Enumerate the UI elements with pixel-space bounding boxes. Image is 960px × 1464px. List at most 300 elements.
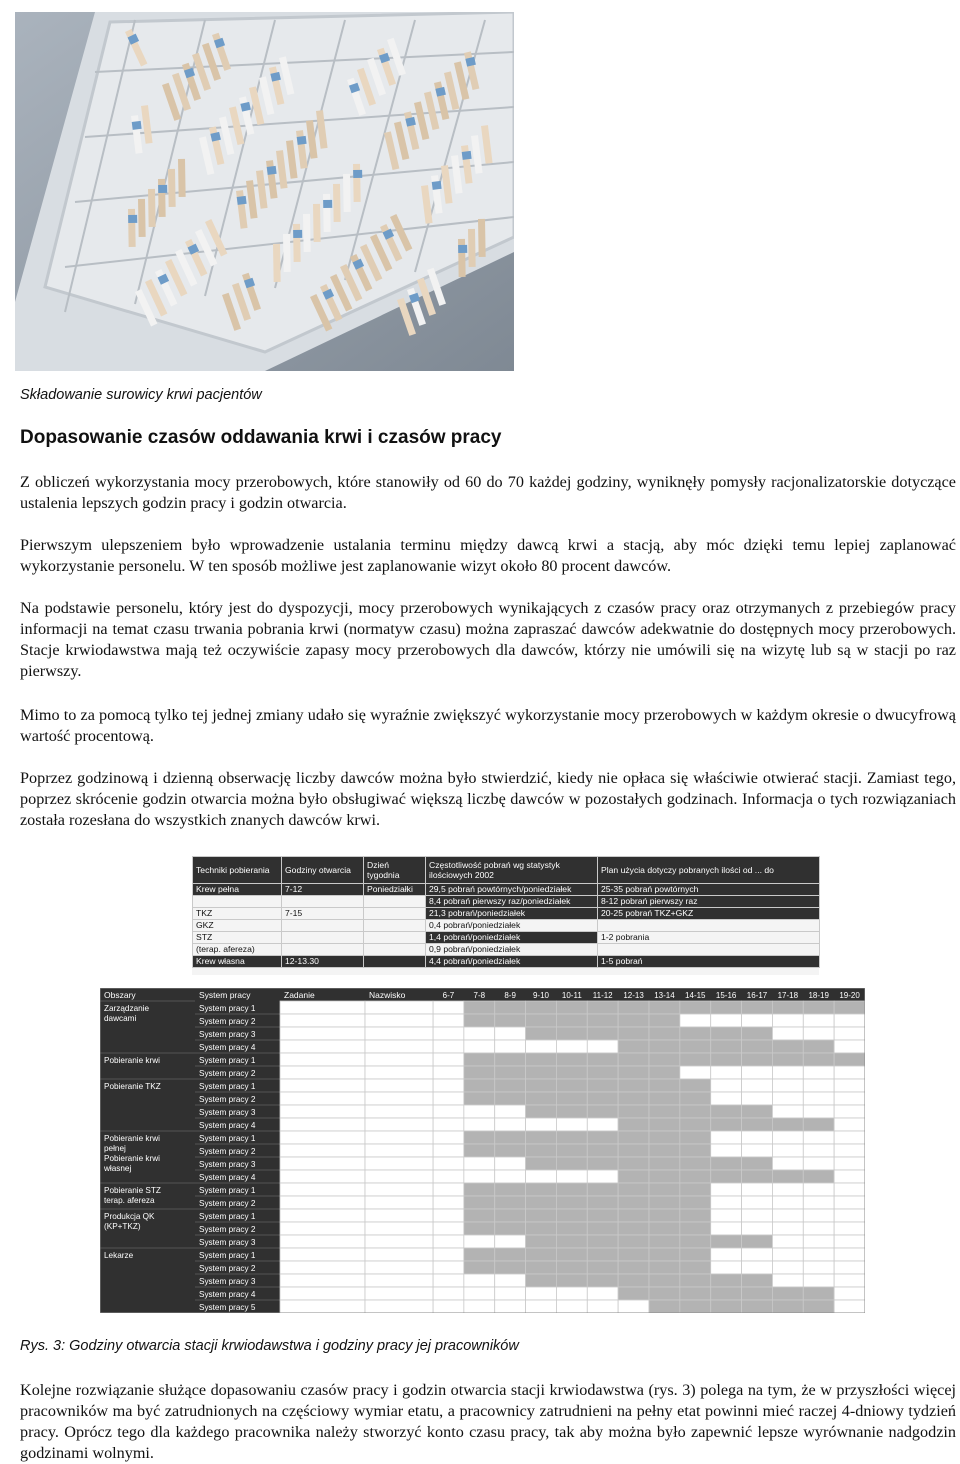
- system-label: System pracy 4: [199, 1173, 256, 1182]
- schedule-cell: [526, 1066, 557, 1079]
- table-cell: 29,5 pobrań powtórnych/poniedziałek: [426, 884, 598, 896]
- schedule-cell: [649, 1105, 680, 1118]
- area-label: Lekarze: [104, 1251, 134, 1260]
- name-cell: [365, 1027, 433, 1040]
- schedule-cell: [680, 1053, 711, 1066]
- table-cell: (terap. afereza): [193, 944, 282, 956]
- name-cell: [365, 1079, 433, 1092]
- schedule-cell: [803, 1196, 834, 1209]
- schedule-cell: [495, 1144, 526, 1157]
- schedule-cell: [433, 1222, 464, 1235]
- schedule-cell: [433, 1053, 464, 1066]
- name-cell: [365, 1235, 433, 1248]
- schedule-cell: [649, 1066, 680, 1079]
- schedule-cell: [711, 1014, 742, 1027]
- schedule-cell: [772, 1001, 803, 1014]
- schedule-cell: [680, 1144, 711, 1157]
- grid-hour-label: 9-10: [532, 991, 550, 1000]
- task-cell: [280, 1196, 365, 1209]
- schedule-cell: [803, 1118, 834, 1131]
- schedule-cell: [680, 1157, 711, 1170]
- table-cell: Poniedziałki: [364, 884, 426, 896]
- schedule-cell: [834, 1222, 865, 1235]
- schedule-cell: [587, 1118, 618, 1131]
- schedule-cell: [742, 1209, 773, 1222]
- schedule-cell: [587, 1170, 618, 1183]
- schedule-cell: [711, 1144, 742, 1157]
- table-cell: 21,3 pobrań/poniedziałek: [426, 908, 598, 920]
- schedule-cell: [618, 1157, 649, 1170]
- schedule-cell: [803, 1131, 834, 1144]
- system-label: System pracy 3: [199, 1160, 256, 1169]
- schedule-cell: [433, 1274, 464, 1287]
- schedule-cell: [433, 1170, 464, 1183]
- schedule-cell: [772, 1014, 803, 1027]
- schedule-cell: [834, 1170, 865, 1183]
- schedule-cell: [711, 1196, 742, 1209]
- table-cell: [364, 956, 426, 968]
- area-label: dawcami: [104, 1014, 137, 1023]
- name-cell: [365, 1196, 433, 1209]
- schedule-cell: [495, 1053, 526, 1066]
- schedule-cell: [680, 1105, 711, 1118]
- system-label: System pracy 3: [199, 1108, 256, 1117]
- table-cell: [282, 896, 364, 908]
- schedule-cell: [649, 1274, 680, 1287]
- schedule-cell: [803, 1040, 834, 1053]
- schedule-cell: [742, 1261, 773, 1274]
- system-label: System pracy 3: [199, 1030, 256, 1039]
- name-cell: [365, 1300, 433, 1313]
- grid-hour-label: 17-18: [777, 991, 799, 1000]
- schedule-cell: [526, 1274, 557, 1287]
- table-cell: 12-13.30: [282, 956, 364, 968]
- schedule-cell: [711, 1209, 742, 1222]
- schedule-cell: [587, 1222, 618, 1235]
- schedule-cell: [556, 1105, 587, 1118]
- grid-hour-label: 6-7: [442, 991, 455, 1000]
- name-cell: [365, 1222, 433, 1235]
- area-label: pełnej: [104, 1144, 126, 1153]
- schedule-cell: [464, 1092, 495, 1105]
- table-header: Częstotliwość pobrań wg statystyk ilościowych 2002: [426, 857, 598, 884]
- schedule-cell: [772, 1209, 803, 1222]
- schedule-cell: [772, 1157, 803, 1170]
- schedule-cell: [433, 1300, 464, 1313]
- task-cell: [280, 1287, 365, 1300]
- schedule-cell: [711, 1079, 742, 1092]
- task-cell: [280, 1105, 365, 1118]
- table-cell: [364, 944, 426, 956]
- schedule-cell: [618, 1092, 649, 1105]
- table-cell: 1-2 pobrania: [598, 932, 820, 944]
- name-cell: [365, 1209, 433, 1222]
- schedule-cell: [742, 1027, 773, 1040]
- table-cell: [364, 932, 426, 944]
- schedule-cell: [526, 1287, 557, 1300]
- schedule-cell: [803, 1092, 834, 1105]
- schedule-cell: [680, 1235, 711, 1248]
- table-cell: [282, 920, 364, 932]
- schedule-cell: [587, 1183, 618, 1196]
- schedule-cell: [711, 1027, 742, 1040]
- schedule-cell: [772, 1222, 803, 1235]
- table-cell: [598, 944, 820, 956]
- schedule-cell: [618, 1170, 649, 1183]
- schedule-cell: [649, 1001, 680, 1014]
- schedule-cell: [433, 1157, 464, 1170]
- schedule-cell: [680, 1014, 711, 1027]
- schedule-cell: [526, 1053, 557, 1066]
- schedule-cell: [433, 1066, 464, 1079]
- schedule-cell: [711, 1157, 742, 1170]
- schedule-cell: [495, 1183, 526, 1196]
- system-label: System pracy 1: [199, 1004, 256, 1013]
- schedule-cell: [495, 1274, 526, 1287]
- schedule-cell: [526, 1209, 557, 1222]
- task-cell: [280, 1079, 365, 1092]
- schedule-cell: [772, 1092, 803, 1105]
- schedule-cell: [834, 1027, 865, 1040]
- schedule-cell: [649, 1261, 680, 1274]
- schedule-cell: [680, 1183, 711, 1196]
- schedule-cell: [680, 1066, 711, 1079]
- schedule-cell: [711, 1235, 742, 1248]
- task-cell: [280, 1053, 365, 1066]
- schedule-cell: [495, 1118, 526, 1131]
- table-cell: 0,9 pobrań/poniedziałek: [426, 944, 598, 956]
- paragraph-5: Poprzez godzinową i dzienną obserwację liczby dawców można było stwierdzić, kiedy nie opłaca się właściwie otwierać stacji. Zamiast tego, poprzez skrócenie godzin otwarcia można było obsługiwać większą liczbę dawców w pozostałych godzinach. Informacja o tych rozwiązaniach została rozesłana do wszystkich znanych dawców krwi.: [20, 769, 956, 829]
- schedule-cell: [556, 1235, 587, 1248]
- schedule-cell: [680, 1131, 711, 1144]
- schedule-cell: [526, 1222, 557, 1235]
- schedule-cell: [433, 1144, 464, 1157]
- schedule-cell: [587, 1209, 618, 1222]
- schedule-cell: [464, 1105, 495, 1118]
- schedule-cell: [834, 1079, 865, 1092]
- schedule-cell: [772, 1105, 803, 1118]
- schedule-cell: [618, 1196, 649, 1209]
- schedule-cell: [649, 1092, 680, 1105]
- name-cell: [365, 1170, 433, 1183]
- schedule-cell: [495, 1014, 526, 1027]
- area-label: Pobieranie STZ: [104, 1186, 161, 1195]
- serum-storage-photo: [15, 12, 514, 371]
- schedule-cell: [834, 1066, 865, 1079]
- schedule-cell: [680, 1001, 711, 1014]
- schedule-cell: [464, 1118, 495, 1131]
- schedule-cell: [834, 1105, 865, 1118]
- schedule-cell: [433, 1001, 464, 1014]
- schedule-cell: [464, 1261, 495, 1274]
- task-cell: [280, 1183, 365, 1196]
- schedule-cell: [711, 1001, 742, 1014]
- schedule-cell: [711, 1118, 742, 1131]
- schedule-cell: [803, 1053, 834, 1066]
- schedule-cell: [556, 1131, 587, 1144]
- schedule-cell: [526, 1261, 557, 1274]
- schedule-cell: [587, 1066, 618, 1079]
- table-header: Plan użycia dotyczy pobranych ilości od ... do: [598, 857, 820, 884]
- schedule-cell: [742, 1040, 773, 1053]
- schedule-cell: [772, 1287, 803, 1300]
- schedule-cell: [834, 1196, 865, 1209]
- schedule-cell: [834, 1183, 865, 1196]
- schedule-cell: [803, 1027, 834, 1040]
- system-label: System pracy 3: [199, 1277, 256, 1286]
- schedule-cell: [834, 1131, 865, 1144]
- schedule-cell: [587, 1157, 618, 1170]
- table-cell: [598, 920, 820, 932]
- schedule-cell: [433, 1287, 464, 1300]
- schedule-cell: [495, 1040, 526, 1053]
- name-cell: [365, 1144, 433, 1157]
- schedule-cell: [711, 1248, 742, 1261]
- table-cell: 1,4 pobrań/poniedziałek: [426, 932, 598, 944]
- system-label: System pracy 2: [199, 1147, 256, 1156]
- schedule-cell: [649, 1183, 680, 1196]
- schedule-cell: [680, 1170, 711, 1183]
- schedule-cell: [834, 1274, 865, 1287]
- schedule-cell: [495, 1001, 526, 1014]
- schedule-cell: [464, 1040, 495, 1053]
- schedule-cell: [526, 1157, 557, 1170]
- schedule-cell: [803, 1274, 834, 1287]
- schedule-cell: [772, 1079, 803, 1092]
- task-cell: [280, 1131, 365, 1144]
- table-cell: 25-35 pobrań powtórnych: [598, 884, 820, 896]
- schedule-cell: [649, 1053, 680, 1066]
- schedule-cell: [711, 1300, 742, 1313]
- schedule-cell: [772, 1248, 803, 1261]
- schedule-cell: [495, 1157, 526, 1170]
- system-label: System pracy 5: [199, 1303, 256, 1312]
- schedule-cell: [803, 1209, 834, 1222]
- schedule-cell: [556, 1209, 587, 1222]
- schedule-cell: [834, 1248, 865, 1261]
- task-cell: [280, 1274, 365, 1287]
- schedule-cell: [556, 1157, 587, 1170]
- schedule-cell: [618, 1118, 649, 1131]
- system-label: System pracy 2: [199, 1264, 256, 1273]
- name-cell: [365, 1014, 433, 1027]
- staff-schedule-grid: [100, 988, 865, 1313]
- name-cell: [365, 1274, 433, 1287]
- schedule-cell: [587, 1092, 618, 1105]
- name-cell: [365, 1118, 433, 1131]
- task-cell: [280, 1235, 365, 1248]
- schedule-cell: [464, 1170, 495, 1183]
- table-cell: [364, 896, 426, 908]
- schedule-cell: [649, 1209, 680, 1222]
- collection-frequency-table: [192, 856, 819, 975]
- schedule-cell: [495, 1105, 526, 1118]
- schedule-cell: [587, 1079, 618, 1092]
- system-label: System pracy 1: [199, 1082, 256, 1091]
- schedule-cell: [464, 1157, 495, 1170]
- schedule-cell: [772, 1183, 803, 1196]
- schedule-cell: [618, 1274, 649, 1287]
- schedule-cell: [803, 1144, 834, 1157]
- schedule-cell: [618, 1040, 649, 1053]
- schedule-cell: [649, 1235, 680, 1248]
- schedule-cell: [834, 1118, 865, 1131]
- table-cell: [282, 944, 364, 956]
- area-label: Pobieranie krwi: [104, 1134, 160, 1143]
- schedule-cell: [742, 1014, 773, 1027]
- schedule-cell: [803, 1183, 834, 1196]
- table-header: Techniki pobierania: [193, 857, 282, 884]
- schedule-cell: [526, 1170, 557, 1183]
- schedule-cell: [433, 1118, 464, 1131]
- table-cell: 1-5 pobrań: [598, 956, 820, 968]
- table-cell: STZ: [193, 932, 282, 944]
- grid-hour-label: 7-8: [473, 991, 486, 1000]
- schedule-cell: [556, 1118, 587, 1131]
- schedule-cell: [556, 1170, 587, 1183]
- schedule-cell: [772, 1118, 803, 1131]
- schedule-cell: [649, 1014, 680, 1027]
- system-label: System pracy 2: [199, 1069, 256, 1078]
- system-label: System pracy 1: [199, 1186, 256, 1195]
- schedule-cell: [618, 1066, 649, 1079]
- table-cell: GKZ: [193, 920, 282, 932]
- schedule-cell: [772, 1144, 803, 1157]
- grid-hour-label: 16-17: [746, 991, 768, 1000]
- table-cell: 7-15: [282, 908, 364, 920]
- schedule-cell: [495, 1196, 526, 1209]
- name-cell: [365, 1287, 433, 1300]
- system-label: System pracy 4: [199, 1043, 256, 1052]
- schedule-cell: [464, 1196, 495, 1209]
- system-label: System pracy 3: [199, 1238, 256, 1247]
- grid-hour-label: 18-19: [808, 991, 829, 1000]
- schedule-cell: [433, 1092, 464, 1105]
- schedule-cell: [742, 1105, 773, 1118]
- area-label: Pobieranie krwi: [104, 1056, 160, 1065]
- schedule-cell: [464, 1274, 495, 1287]
- schedule-cell: [711, 1287, 742, 1300]
- schedule-cell: [742, 1131, 773, 1144]
- task-cell: [280, 1248, 365, 1261]
- schedule-cell: [433, 1183, 464, 1196]
- schedule-cell: [618, 1261, 649, 1274]
- table-cell: 0,4 pobrań/poniedziałek: [426, 920, 598, 932]
- schedule-cell: [680, 1027, 711, 1040]
- schedule-cell: [803, 1001, 834, 1014]
- schedule-cell: [772, 1261, 803, 1274]
- schedule-cell: [742, 1287, 773, 1300]
- schedule-cell: [742, 1118, 773, 1131]
- schedule-cell: [649, 1131, 680, 1144]
- name-cell: [365, 1001, 433, 1014]
- photo-caption: Składowanie surowicy krwi pacjentów: [20, 387, 262, 403]
- task-cell: [280, 1157, 365, 1170]
- schedule-cell: [587, 1001, 618, 1014]
- paragraph-1: Z obliczeń wykorzystania mocy przerobowych, które stanowiły od 60 do 70 każdej godziny, wyniknęły pomysły racjonalizatorskie dotyczące ustalenia lepszych godzin pracy i godzin otwarcia.: [20, 473, 956, 512]
- table-cell: [282, 932, 364, 944]
- schedule-cell: [649, 1287, 680, 1300]
- schedule-cell: [556, 1053, 587, 1066]
- schedule-cell: [649, 1144, 680, 1157]
- schedule-cell: [587, 1040, 618, 1053]
- grid-hour-label: 11-12: [592, 991, 613, 1000]
- grid-hour-label: 14-15: [685, 991, 706, 1000]
- grid-hour-label: 13-14: [654, 991, 675, 1000]
- schedule-cell: [556, 1274, 587, 1287]
- schedule-cell: [495, 1235, 526, 1248]
- schedule-cell: [772, 1274, 803, 1287]
- schedule-cell: [649, 1170, 680, 1183]
- system-label: System pracy 1: [199, 1056, 256, 1065]
- schedule-cell: [772, 1131, 803, 1144]
- schedule-cell: [526, 1248, 557, 1261]
- schedule-cell: [834, 1001, 865, 1014]
- schedule-cell: [772, 1027, 803, 1040]
- schedule-cell: [742, 1183, 773, 1196]
- schedule-cell: [649, 1300, 680, 1313]
- grid-header-label: Zadanie: [284, 990, 315, 1000]
- schedule-cell: [680, 1196, 711, 1209]
- schedule-cell: [587, 1027, 618, 1040]
- schedule-cell: [495, 1131, 526, 1144]
- schedule-cell: [742, 1170, 773, 1183]
- schedule-cell: [772, 1300, 803, 1313]
- schedule-cell: [711, 1066, 742, 1079]
- schedule-cell: [495, 1209, 526, 1222]
- schedule-cell: [834, 1144, 865, 1157]
- schedule-cell: [803, 1287, 834, 1300]
- schedule-cell: [834, 1157, 865, 1170]
- schedule-cell: [556, 1079, 587, 1092]
- schedule-cell: [649, 1040, 680, 1053]
- schedule-cell: [556, 1027, 587, 1040]
- schedule-cell: [834, 1014, 865, 1027]
- schedule-cell: [618, 1014, 649, 1027]
- schedule-cell: [772, 1040, 803, 1053]
- schedule-cell: [495, 1222, 526, 1235]
- schedule-cell: [680, 1248, 711, 1261]
- schedule-cell: [587, 1131, 618, 1144]
- task-cell: [280, 1118, 365, 1131]
- schedule-cell: [742, 1222, 773, 1235]
- schedule-cell: [464, 1235, 495, 1248]
- schedule-cell: [556, 1183, 587, 1196]
- schedule-cell: [742, 1144, 773, 1157]
- system-label: System pracy 4: [199, 1121, 256, 1130]
- schedule-cell: [711, 1170, 742, 1183]
- schedule-cell: [464, 1027, 495, 1040]
- schedule-cell: [556, 1040, 587, 1053]
- schedule-cell: [464, 1001, 495, 1014]
- table-cell: [364, 920, 426, 932]
- schedule-cell: [587, 1144, 618, 1157]
- system-label: System pracy 1: [199, 1212, 256, 1221]
- system-label: System pracy 1: [199, 1134, 256, 1143]
- schedule-cell: [742, 1248, 773, 1261]
- table-cell: 4,4 pobrań/poniedziałek: [426, 956, 598, 968]
- schedule-cell: [649, 1222, 680, 1235]
- schedule-cell: [556, 1014, 587, 1027]
- table-cell: [364, 908, 426, 920]
- schedule-cell: [742, 1196, 773, 1209]
- schedule-cell: [772, 1235, 803, 1248]
- table-cell: Krew własna: [193, 956, 282, 968]
- task-cell: [280, 1066, 365, 1079]
- schedule-cell: [680, 1274, 711, 1287]
- grid-header-label: Nazwisko: [369, 990, 406, 1000]
- schedule-cell: [526, 1105, 557, 1118]
